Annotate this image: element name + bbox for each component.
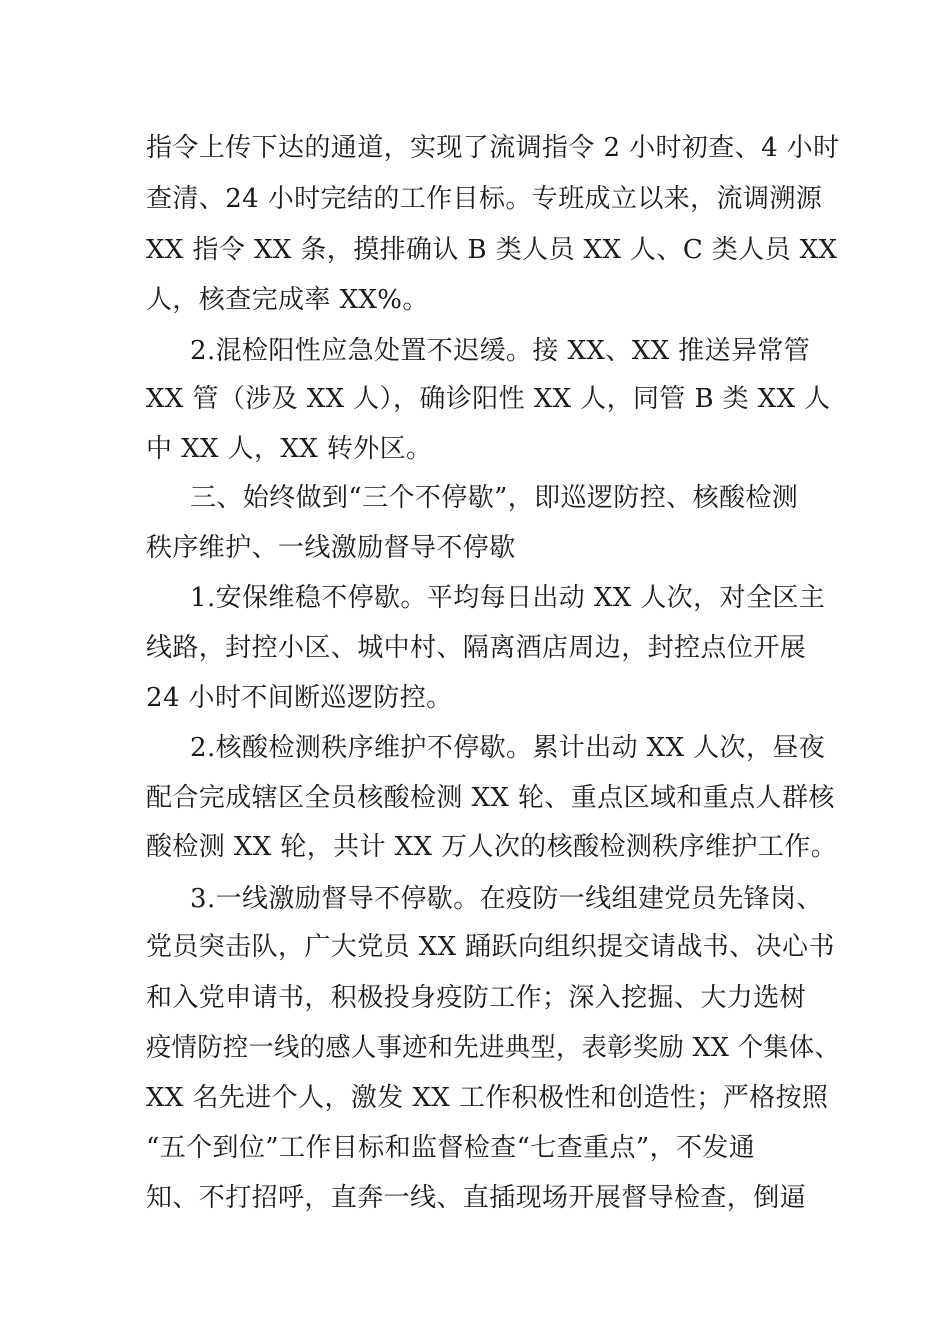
text-line: XX 名先进个人，激发 XX 工作积极性和创造性；严格按照 (146, 1083, 829, 1113)
text-line: “五个到位”工作目标和监督检查“七查重点”，不发通 (146, 1133, 756, 1163)
text-line: 和入党申请书，积极投身疫防工作；深入挖掘、大力选树 (146, 983, 807, 1013)
text-line: 知、不打招呼，直奔一线、直插现场开展督导检查，倒逼 (146, 1183, 807, 1213)
text-line: 2.核酸检测秩序维护不停歇。累计出动 XX 人次，昼夜 (190, 733, 826, 763)
text-line: XX 管（涉及 XX 人），确诊阳性 XX 人，同管 B 类 XX 人 (146, 384, 831, 414)
section-heading-line: 秩序维护、一线激励督导不停歇 (146, 533, 516, 563)
section-heading-line: 三、始终做到“三个不停歇”，即巡逻防控、核酸检测 (190, 483, 799, 513)
text-line: 1.安保维稳不停歇。平均每日出动 XX 人次，对全区主 (190, 583, 826, 613)
text-line: 人，核查完成率 XX%。 (146, 285, 429, 315)
text-line: 中 XX 人，XX 转外区。 (146, 434, 433, 464)
text-line: 查清、24 小时完结的工作目标。专班成立以来，流调溯源 (146, 184, 823, 214)
text-line: 24 小时不间断巡逻防控。 (146, 683, 453, 713)
text-line: 指令上传下达的通道，实现了流调指令 2 小时初查、4 小时 (146, 133, 840, 163)
text-line: 配合完成辖区全员核酸检测 XX 轮、重点区域和重点人群核 (146, 783, 835, 813)
text-line: 2.混检阳性应急处置不迟缓。接 XX、XX 推送异常管 (190, 336, 811, 366)
text-line: 党员突击队，广大党员 XX 踊跃向组织提交请战书、决心书 (146, 932, 835, 962)
text-line: 线路，封控小区、城中村、隔离酒店周边，封控点位开展 (146, 633, 807, 663)
text-line: 3.一线激励督导不停歇。在疫防一线组建党员先锋岗、 (190, 884, 823, 914)
text-line: 疫情防控一线的感人事迹和先进典型，表彰奖励 XX 个集体、 (146, 1033, 841, 1063)
text-line: XX 指令 XX 条，摸排确认 B 类人员 XX 人、C 类人员 XX (146, 235, 838, 265)
text-line: 酸检测 XX 轮，共计 XX 万人次的核酸检测秩序维护工作。 (146, 832, 838, 862)
